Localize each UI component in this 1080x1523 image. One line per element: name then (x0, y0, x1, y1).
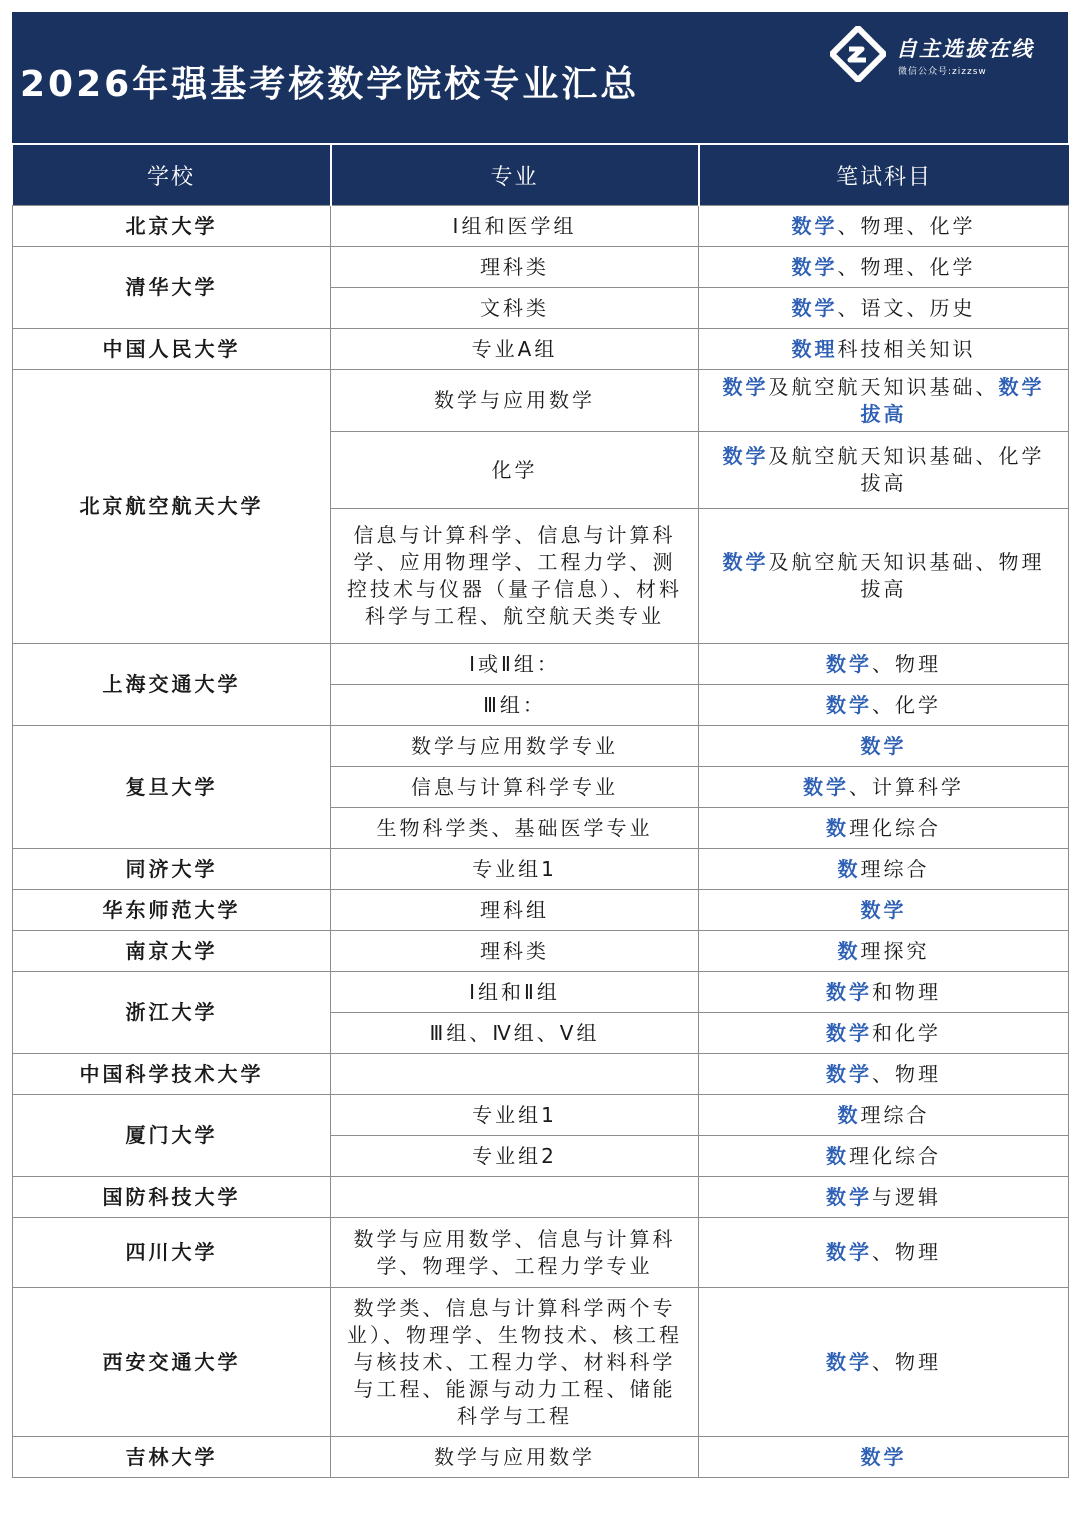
logo-name: 自主选拔在线 (896, 36, 1034, 61)
subject-highlight: 数学 (826, 979, 872, 1004)
column-header-school: 学校 (13, 145, 331, 206)
page-title: 2026年强基考核数学院校专业汇总 (20, 64, 640, 105)
subject-text: 、物理 (872, 1061, 941, 1086)
subject-text: 、计算科学 (849, 774, 964, 799)
subject-cell (699, 890, 1069, 931)
major-cell: Ⅲ组、Ⅳ组、Ⅴ组 (331, 1013, 699, 1054)
table-row (13, 1437, 1069, 1478)
subject-cell (699, 931, 1069, 972)
table-row (13, 370, 1069, 432)
subject-text: 及航空航天知识基础、 (768, 374, 999, 399)
subject-text: 理综合 (860, 856, 930, 881)
subject-cell (699, 1054, 1069, 1095)
subject-text: 与逻辑 (872, 1184, 941, 1209)
subject-highlight: 数学 (791, 254, 838, 279)
subject-cell (699, 1136, 1069, 1177)
table-row (13, 206, 1069, 247)
table-header-row (13, 145, 1069, 206)
subject-text: 理化综合 (849, 1143, 941, 1168)
subject-cell (699, 432, 1069, 509)
subject-highlight: 数理 (791, 336, 838, 361)
column-header-major: 专业 (331, 145, 699, 206)
table-row (13, 1177, 1069, 1218)
major-cell (331, 1177, 699, 1218)
major-cell: 数学与应用数学 (331, 1437, 699, 1478)
subject-text: 及航空航天知识基础、物理拔高 (768, 550, 1045, 601)
subject-highlight: 数 (837, 938, 861, 963)
subject-highlight: 数学 (826, 651, 872, 676)
subject-cell (699, 1177, 1069, 1218)
subject-cell (699, 1288, 1069, 1437)
subject-highlight: 数学 (826, 1240, 872, 1264)
subject-highlight: 数学 (826, 1061, 872, 1086)
subject-text: 、物理 (872, 1240, 941, 1264)
school-cell: 南京大学 (13, 931, 331, 972)
table-row (13, 1288, 1069, 1437)
table-row (13, 849, 1069, 890)
subject-cell (699, 644, 1069, 685)
subject-highlight: 数学 (826, 1349, 872, 1374)
school-cell: 西安交通大学 (13, 1288, 331, 1437)
subject-highlight: 数学 (860, 733, 907, 758)
major-cell: 专业A组 (331, 329, 699, 370)
subject-text: 理化综合 (849, 815, 941, 840)
subject-cell (699, 247, 1069, 288)
school-cell: 四川大学 (13, 1218, 331, 1288)
major-cell: Ⅰ组和医学组 (331, 206, 699, 247)
subject-highlight: 数学 (860, 897, 907, 922)
subject-highlight: 数学 (826, 1184, 872, 1209)
subject-highlight: 数学 (826, 692, 872, 717)
table-row (13, 247, 1069, 288)
subject-highlight: 数学 (791, 213, 838, 238)
table-row (13, 644, 1069, 685)
school-cell: 北京大学 (13, 206, 331, 247)
subject-text: 及航空航天知识基础、化学拔高 (768, 444, 1045, 495)
major-cell: 数学与应用数学 (331, 370, 699, 432)
school-cell: 华东师范大学 (13, 890, 331, 931)
table-row (13, 1218, 1069, 1288)
subject-text: 理综合 (860, 1102, 930, 1127)
major-cell: 数学与应用数学专业 (331, 726, 699, 767)
major-cell: 数学与应用数学、信息与计算科学、物理学、工程力学专业 (331, 1218, 699, 1288)
school-cell: 同济大学 (13, 849, 331, 890)
school-cell: 厦门大学 (13, 1095, 331, 1177)
major-cell: 专业组2 (331, 1136, 699, 1177)
school-cell: 上海交通大学 (13, 644, 331, 726)
subject-text: 、化学 (872, 692, 941, 717)
subject-highlight: 数学 (722, 374, 769, 399)
school-cell: 中国科学技术大学 (13, 1054, 331, 1095)
major-cell: 信息与计算科学、信息与计算科学、应用物理学、工程力学、测控技术与仪器（量子信息）、材料科学与工程、航空航天类专业 (331, 509, 699, 644)
subject-highlight: 数学 (722, 444, 769, 468)
subject-cell (699, 370, 1069, 432)
major-cell: 信息与计算科学专业 (331, 767, 699, 808)
major-cell: Ⅲ组： (331, 685, 699, 726)
table-row (13, 890, 1069, 931)
major-cell: 专业组1 (331, 849, 699, 890)
subject-highlight: 数 (837, 856, 861, 881)
table-row (13, 329, 1069, 370)
table-row (13, 1095, 1069, 1136)
table-row (13, 931, 1069, 972)
major-cell: 文科类 (331, 288, 699, 329)
major-cell: 理科类 (331, 931, 699, 972)
subject-cell (699, 685, 1069, 726)
subject-highlight: 数学 (860, 1444, 907, 1469)
subject-cell (699, 288, 1069, 329)
subject-highlight: 数学 (791, 295, 838, 320)
major-cell: 专业组1 (331, 1095, 699, 1136)
major-cell: 数学类、信息与计算科学两个专业）、物理学、生物技术、核工程与核技术、工程力学、材料科学与工程、能源与动力工程、储能科学与工程 (331, 1288, 699, 1437)
subject-cell (699, 767, 1069, 808)
subject-highlight: 数学 (722, 550, 769, 574)
subject-text: 、物理、化学 (837, 213, 976, 238)
major-cell: 生物科学类、基础医学专业 (331, 808, 699, 849)
major-summary-table (12, 145, 1069, 1478)
subject-highlight: 数学 (826, 1020, 872, 1045)
major-cell: Ⅰ或Ⅱ组： (331, 644, 699, 685)
subject-cell (699, 849, 1069, 890)
subject-text: 和物理 (872, 979, 941, 1004)
subject-highlight: 数学拔高 (860, 374, 1045, 426)
school-cell: 北京航空航天大学 (13, 370, 331, 644)
subject-cell (699, 808, 1069, 849)
subject-text: 、物理 (872, 1349, 941, 1374)
subject-text: 理探究 (860, 938, 930, 963)
subject-highlight: 数 (826, 1143, 849, 1168)
logo-mark-icon (830, 26, 886, 82)
subject-text: 、语文、历史 (837, 295, 976, 320)
subject-cell (699, 1095, 1069, 1136)
subject-text: 和化学 (872, 1020, 941, 1045)
subject-text: 科技相关知识 (837, 336, 976, 361)
school-cell: 复旦大学 (13, 726, 331, 849)
major-cell (331, 1054, 699, 1095)
table-row (13, 726, 1069, 767)
column-header-subjects: 笔试科目 (699, 145, 1069, 206)
subject-highlight: 数学 (803, 774, 849, 799)
major-cell: Ⅰ组和Ⅱ组 (331, 972, 699, 1013)
header-banner (12, 12, 1068, 143)
table-row (13, 1054, 1069, 1095)
logo-subtitle: 微信公众号:zizzsw (898, 67, 987, 77)
subject-cell (699, 1437, 1069, 1478)
subject-cell (699, 726, 1069, 767)
school-cell: 浙江大学 (13, 972, 331, 1054)
subject-cell (699, 1218, 1069, 1288)
subject-highlight: 数 (826, 815, 849, 840)
table-row (13, 972, 1069, 1013)
subject-cell (699, 329, 1069, 370)
school-cell: 清华大学 (13, 247, 331, 329)
subject-cell (699, 972, 1069, 1013)
subject-cell (699, 206, 1069, 247)
subject-text: 、物理、化学 (837, 254, 976, 279)
subject-cell (699, 509, 1069, 644)
subject-cell (699, 1013, 1069, 1054)
major-cell: 理科类 (331, 247, 699, 288)
subject-highlight: 数 (837, 1102, 861, 1127)
brand-logo (830, 26, 1040, 82)
major-cell: 理科组 (331, 890, 699, 931)
major-cell: 化学 (331, 432, 699, 509)
school-cell: 中国人民大学 (13, 329, 331, 370)
school-cell: 国防科技大学 (13, 1177, 331, 1218)
subject-text: 、物理 (872, 651, 941, 676)
school-cell: 吉林大学 (13, 1437, 331, 1478)
